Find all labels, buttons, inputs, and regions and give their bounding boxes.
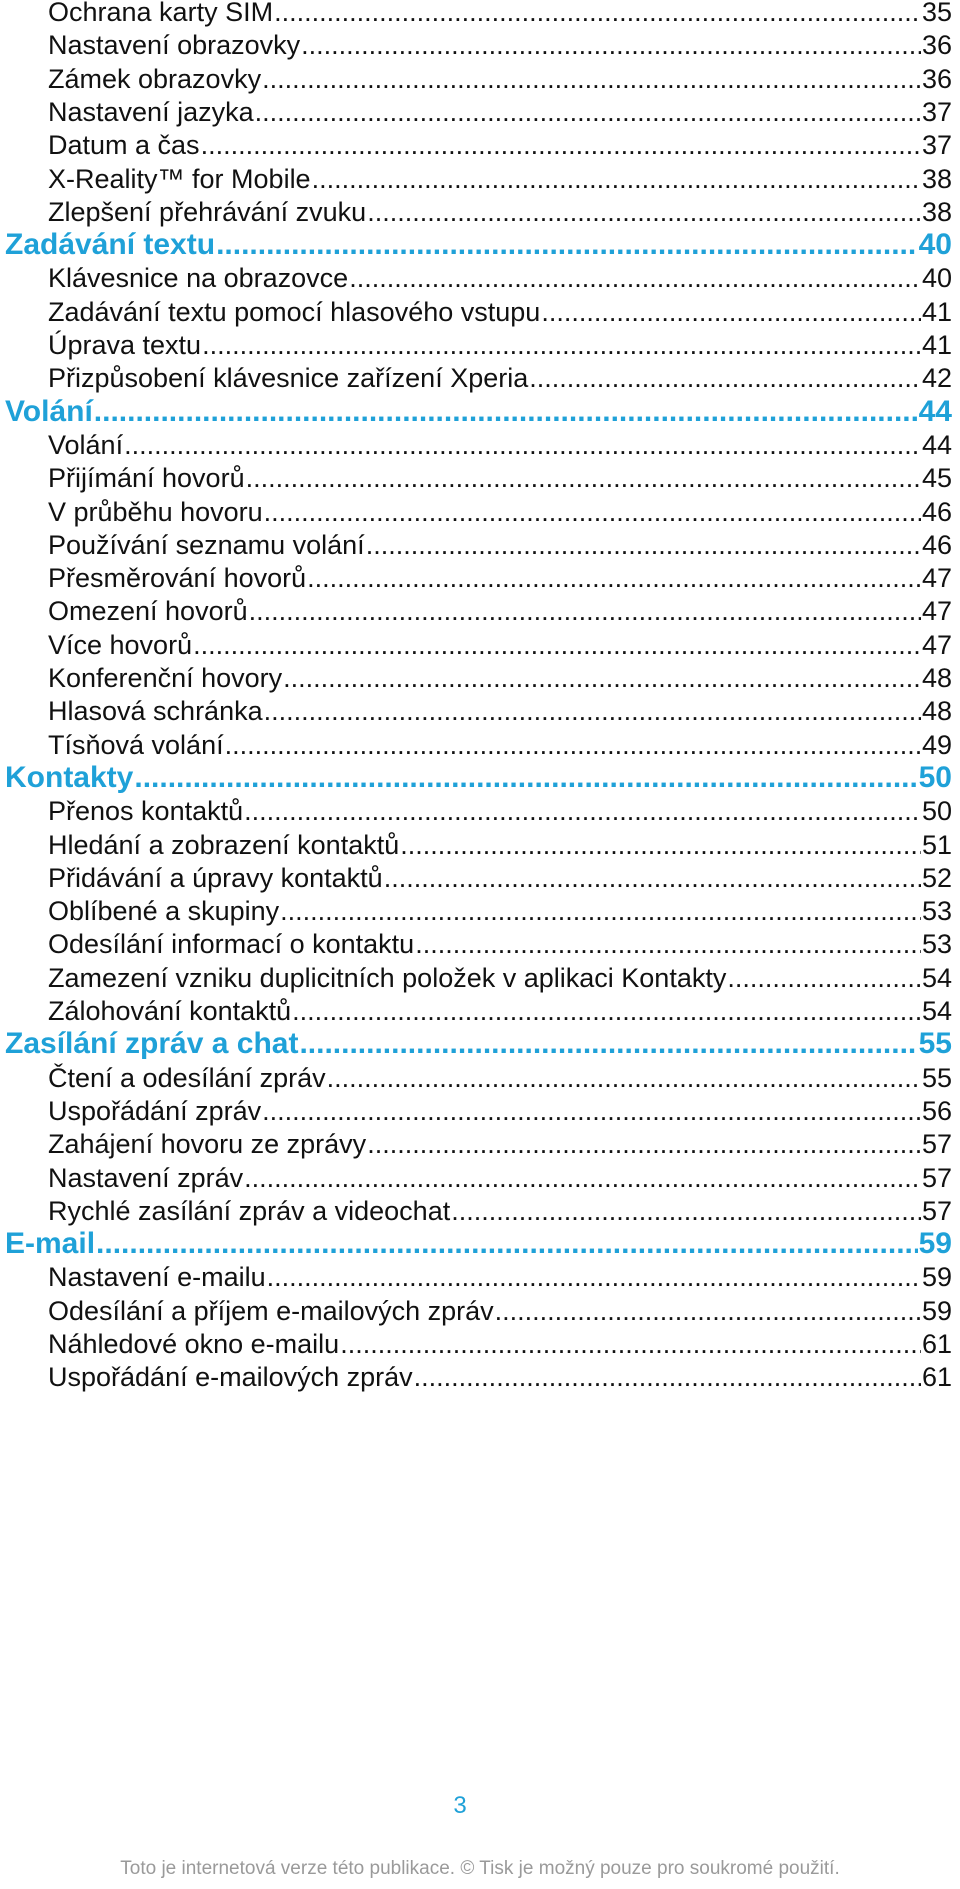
toc-entry-title: Volání xyxy=(5,394,93,428)
toc-entry-page: 54 xyxy=(921,962,952,993)
toc-entry-page: 55 xyxy=(921,1062,952,1093)
toc-entry-title: X-Reality™ for Mobile xyxy=(48,163,311,194)
toc-entry-page: 46 xyxy=(921,529,952,560)
toc-entry-page: 38 xyxy=(921,196,952,227)
toc-entry-page: 56 xyxy=(921,1095,952,1126)
toc-entry-page: 48 xyxy=(921,663,952,693)
toc-entry-title: Zámek obrazovky xyxy=(48,63,262,94)
toc-entry-page: 48 xyxy=(921,696,952,727)
toc-entry-title: Kontakty xyxy=(5,760,134,794)
toc-entry-title: Odesílání informací o kontaktu xyxy=(48,929,415,960)
toc-entry-page: 59 xyxy=(921,1295,952,1326)
toc-entry-title: Volání xyxy=(48,429,124,460)
toc-entry-title: Nastavení jazyka xyxy=(48,96,254,127)
toc-entry-page: 41 xyxy=(921,296,952,327)
toc-entry-page: 47 xyxy=(921,629,952,660)
toc-entry-page: 54 xyxy=(921,996,952,1026)
toc-entry-title: Klávesnice na obrazovce xyxy=(48,263,349,294)
toc-entry-page: 49 xyxy=(921,729,952,760)
toc-entry-page: 47 xyxy=(921,563,952,594)
toc-entry-title: Nastavení obrazovky xyxy=(48,30,301,61)
toc-entry-title: Nastavení e-mailu xyxy=(48,1262,266,1293)
toc-entry-page: 38 xyxy=(921,163,952,194)
toc-entry-title: Používání seznamu volání xyxy=(48,529,365,560)
toc-entry-title: Náhledové okno e-mailu xyxy=(48,1329,340,1359)
toc-entry-page: 40 xyxy=(918,228,952,262)
toc-entry-page: 37 xyxy=(921,96,952,127)
toc-entry-page: 61 xyxy=(921,1329,952,1359)
toc-entry-title: Oblíbené a skupiny xyxy=(48,896,280,927)
toc-entry-page: 59 xyxy=(918,1227,952,1261)
toc-entry-page: 37 xyxy=(921,130,952,161)
toc-entry-title: Přijímání hovorů xyxy=(48,463,245,494)
toc-entry-page: 50 xyxy=(921,796,952,827)
toc-entry-title: Zadávání textu xyxy=(5,228,216,262)
toc-entry-page: 36 xyxy=(921,63,952,94)
toc-entry-page: 44 xyxy=(921,429,952,460)
footer-note: Toto je internetová verze této publikace. © Tisk je možný pouze pro soukromé použití. xyxy=(120,1858,840,1879)
toc-entry-title: Hlasová schránka xyxy=(48,696,263,727)
toc-entry-title: Datum a čas xyxy=(48,130,200,161)
toc-entry-page: 61 xyxy=(921,1362,952,1393)
toc-entry-title: Přidávání a úpravy kontaktů xyxy=(48,862,383,893)
toc-entry-title: Zálohování kontaktů xyxy=(48,996,292,1026)
toc-entry-page: 57 xyxy=(921,1129,952,1160)
toc-entry-title: Odesílání a příjem e-mailových zpráv xyxy=(48,1295,494,1326)
toc-entry-page: 35 xyxy=(921,0,952,27)
toc-entry-title: E-mail xyxy=(5,1227,96,1261)
toc-entry-title: Více hovorů xyxy=(48,629,193,660)
toc-entry-page: 53 xyxy=(921,929,952,960)
toc-entry-page: 41 xyxy=(921,330,952,360)
toc-entry-page: 47 xyxy=(921,596,952,627)
toc-entry-title: Úprava textu xyxy=(48,330,202,360)
page-number: 3 xyxy=(453,1792,467,1819)
toc-entry-title: Tísňová volání xyxy=(48,729,224,760)
toc-entry-page: 45 xyxy=(921,463,952,494)
toc-entry-page: 40 xyxy=(921,263,952,294)
toc-entry-page: 51 xyxy=(921,829,952,860)
toc-entry-page: 55 xyxy=(918,1027,952,1061)
toc-entry-title: Přizpůsobení klávesnice zařízení Xperia xyxy=(48,363,529,394)
toc-entry[interactable] xyxy=(48,1357,952,1397)
toc-entry-page: 53 xyxy=(921,896,952,927)
toc-entry-title: Ochrana karty SIM xyxy=(48,0,274,27)
toc-entry-title: Zasílání zpráv a chat xyxy=(5,1027,299,1061)
toc-entry-page: 59 xyxy=(921,1262,952,1293)
toc-entry-page: 44 xyxy=(918,394,952,428)
toc-entry-page: 36 xyxy=(921,30,952,61)
toc-entry-page: 50 xyxy=(918,760,952,794)
toc-entry-page: 57 xyxy=(921,1195,952,1226)
toc-entry-page: 46 xyxy=(921,496,952,527)
toc-entry-page: 42 xyxy=(921,363,952,394)
toc-entry-title: Nastavení zpráv xyxy=(48,1162,244,1193)
toc-entry-title: Rychlé zasílání zpráv a videochat xyxy=(48,1195,451,1226)
toc-entry-title: Zadávání textu pomocí hlasového vstupu xyxy=(48,296,541,327)
toc-entry-title: Omezení hovorů xyxy=(48,596,248,627)
toc-entry-title: Uspořádání e-mailových zpráv xyxy=(48,1362,413,1393)
toc-entry-title: Zamezení vzniku duplicitních položek v aplikaci Kontakty xyxy=(48,962,727,993)
toc-entry-page: 52 xyxy=(921,862,952,893)
toc-entry-title: Konferenční hovory xyxy=(48,663,283,693)
toc-entry-title: Zahájení hovoru ze zprávy xyxy=(48,1129,367,1160)
toc-entry-title: Přesměrování hovorů xyxy=(48,563,307,594)
toc-dot-leader xyxy=(414,1357,921,1397)
toc-entry-page: 57 xyxy=(921,1162,952,1193)
toc-entry-title: Zlepšení přehrávání zvuku xyxy=(48,196,367,227)
toc-entry-title: Přenos kontaktů xyxy=(48,796,244,827)
toc-entry-title: Čtení a odesílání zpráv xyxy=(48,1062,326,1093)
toc-entry-title: V průběhu hovoru xyxy=(48,496,263,527)
toc-entry-title: Hledání a zobrazení kontaktů xyxy=(48,829,400,860)
toc-entry-title: Uspořádání zpráv xyxy=(48,1095,262,1126)
